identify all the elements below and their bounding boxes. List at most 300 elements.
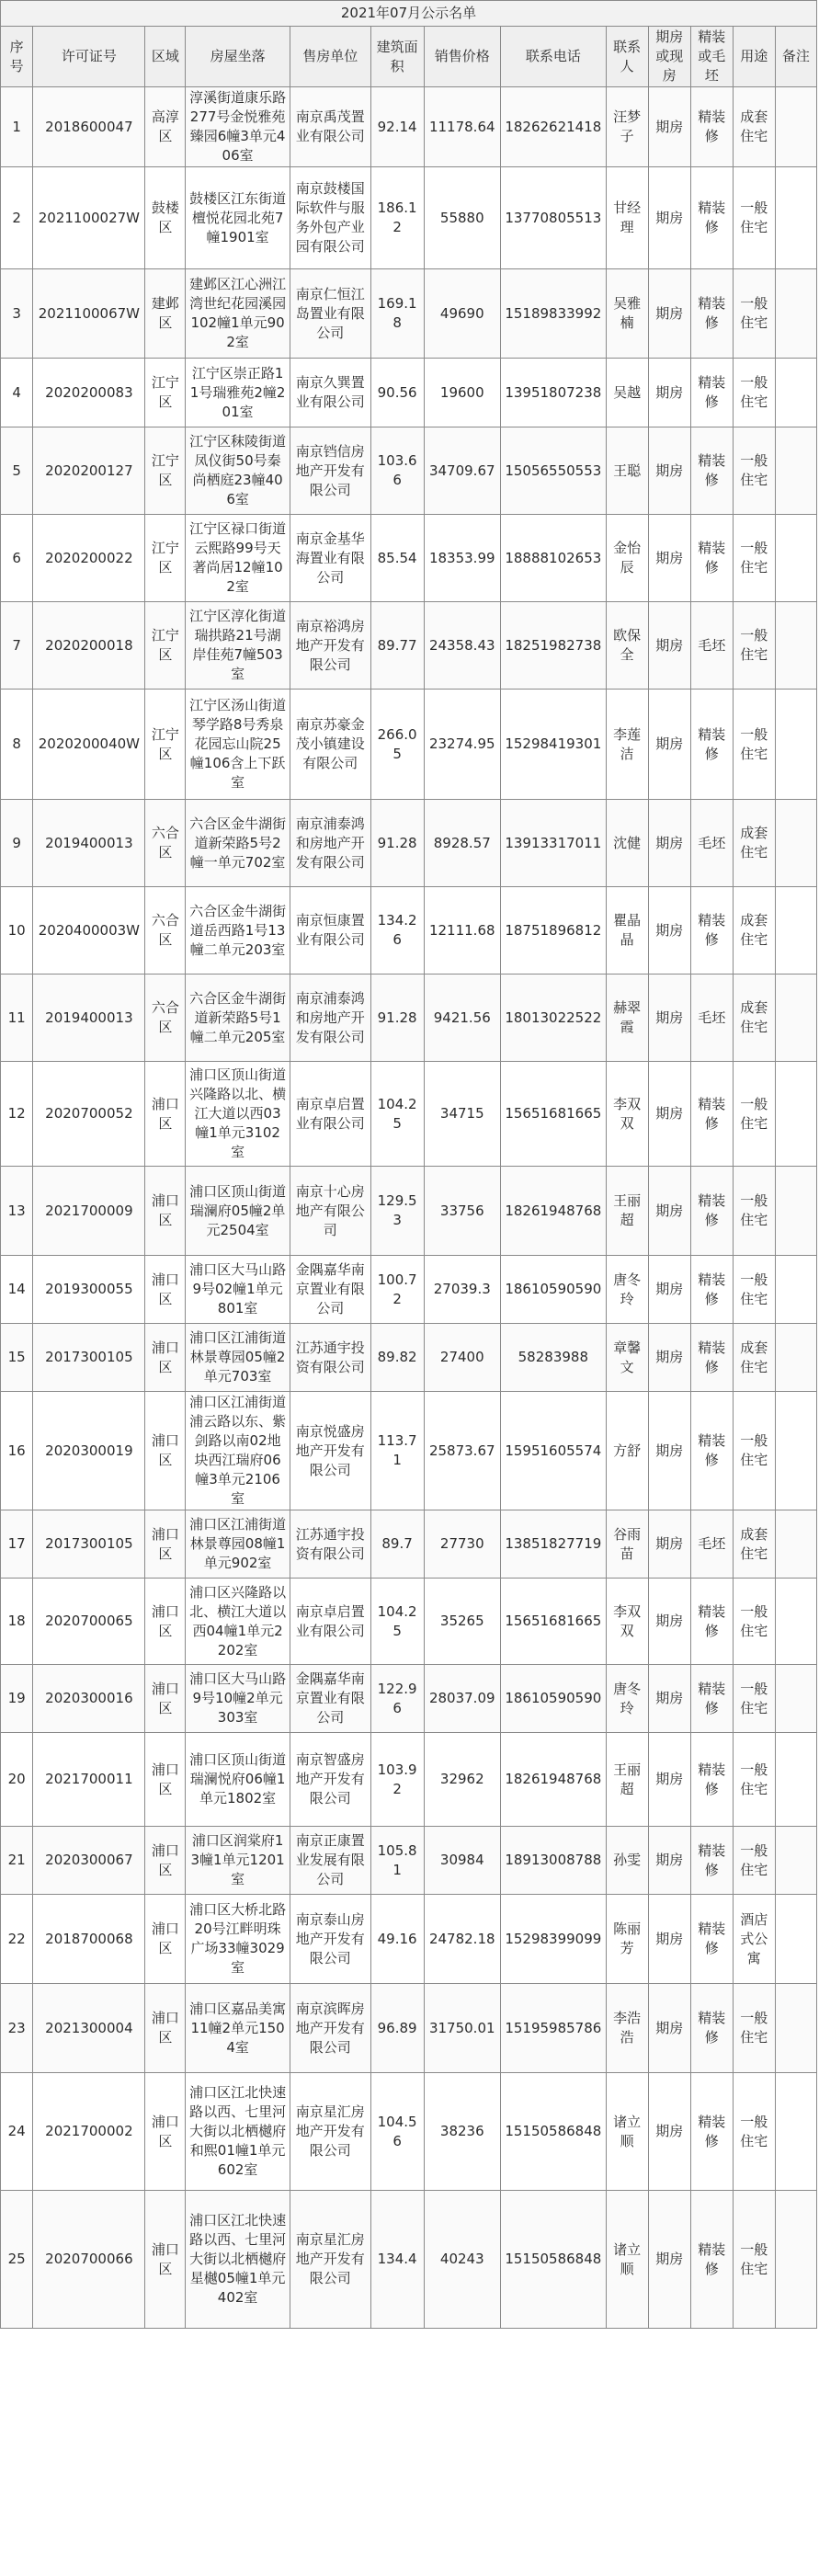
cell-price: 31750.01 [424,1984,501,2073]
column-header: 期房或现房 [648,27,690,87]
cell-permit: 2018700068 [33,1895,145,1984]
cell-finish: 精装修 [690,887,733,975]
cell-price: 25873.67 [424,1392,501,1510]
cell-price: 55880 [424,167,501,269]
cell-stage: 期房 [648,1579,690,1665]
cell-finish: 精装修 [690,1895,733,1984]
cell-seller: 南京智盛房地产开发有限公司 [290,1733,370,1827]
cell-stage: 期房 [648,975,690,1062]
cell-finish: 精装修 [690,690,733,800]
cell-area: 105.81 [370,1827,424,1895]
cell-note [775,690,816,800]
cell-seller: 南京浦泰鸿和房地产开发有限公司 [290,800,370,887]
cell-phone: 58283988 [501,1324,607,1392]
cell-area: 103.92 [370,1733,424,1827]
cell-seller: 南京浦泰鸿和房地产开发有限公司 [290,975,370,1062]
cell-contact: 沈健 [606,800,648,887]
cell-address: 浦口区江北快速路以西、七里河大街以北栖樾府和熙01幢1单元602室 [186,2073,290,2191]
cell-area: 90.56 [370,359,424,427]
table-row [1,1827,817,1895]
cell-use: 一般住宅 [733,602,775,690]
cell-address: 六合区金牛湖街道新荣路5号2幢一单元702室 [186,800,290,887]
cell-stage: 期房 [648,1324,690,1392]
cell-district: 六合区 [145,800,186,887]
cell-finish: 毛坯 [690,602,733,690]
cell-price: 9421.56 [424,975,501,1062]
cell-seller: 金隅嘉华南京置业有限公司 [290,1256,370,1324]
cell-finish: 精装修 [690,1256,733,1324]
cell-use: 成套住宅 [733,800,775,887]
cell-contact: 诸立顺 [606,2191,648,2329]
cell-use: 一般住宅 [733,1062,775,1167]
cell-no: 25 [1,2191,33,2329]
cell-note [775,602,816,690]
cell-contact: 唐冬玲 [606,1665,648,1733]
cell-finish: 精装修 [690,1062,733,1167]
cell-no: 14 [1,1256,33,1324]
cell-no: 19 [1,1665,33,1733]
cell-district: 浦口区 [145,1665,186,1733]
cell-address: 浦口区大马山路9号02幢1单元801室 [186,1256,290,1324]
cell-price: 35265 [424,1579,501,1665]
cell-district: 浦口区 [145,1062,186,1167]
cell-permit: 2019400013 [33,975,145,1062]
cell-finish: 精装修 [690,2073,733,2191]
cell-phone: 18261948768 [501,1167,607,1256]
cell-finish: 精装修 [690,427,733,515]
cell-district: 浦口区 [145,1392,186,1510]
column-header: 序号 [1,27,33,87]
cell-district: 六合区 [145,887,186,975]
cell-note [775,1324,816,1392]
cell-phone: 18610590590 [501,1256,607,1324]
cell-seller: 南京铛信房地产开发有限公司 [290,427,370,515]
cell-phone: 15189833992 [501,269,607,359]
column-header: 许可证号 [33,27,145,87]
cell-permit: 2017300105 [33,1324,145,1392]
table-row [1,1895,817,1984]
cell-finish: 精装修 [690,1984,733,2073]
table-row [1,887,817,975]
cell-district: 江宁区 [145,359,186,427]
cell-contact: 谷雨苗 [606,1510,648,1579]
cell-seller: 金隅嘉华南京置业有限公司 [290,1665,370,1733]
cell-address: 浦口区大桥北路20号江畔明珠广场33幢3029室 [186,1895,290,1984]
cell-use: 成套住宅 [733,87,775,167]
cell-address: 江宁区秣陵街道凤仪街50号秦尚栖庭23幢406室 [186,427,290,515]
cell-use: 一般住宅 [733,1827,775,1895]
cell-no: 2 [1,167,33,269]
cell-note [775,1665,816,1733]
cell-finish: 精装修 [690,1733,733,1827]
column-header: 精装或毛坯 [690,27,733,87]
cell-price: 23274.95 [424,690,501,800]
table-row [1,359,817,427]
cell-finish: 精装修 [690,359,733,427]
cell-area: 104.25 [370,1062,424,1167]
cell-district: 江宁区 [145,427,186,515]
cell-area: 49.16 [370,1895,424,1984]
cell-seller: 南京星汇房地产开发有限公司 [290,2191,370,2329]
cell-no: 22 [1,1895,33,1984]
cell-note [775,1733,816,1827]
column-header-row [1,27,817,87]
cell-no: 5 [1,427,33,515]
cell-note [775,427,816,515]
cell-area: 103.66 [370,427,424,515]
cell-use: 一般住宅 [733,167,775,269]
cell-seller: 南京恒康置业有限公司 [290,887,370,975]
cell-district: 浦口区 [145,1895,186,1984]
cell-address: 六合区金牛湖街道新荣路5号1幢二单元205室 [186,975,290,1062]
cell-district: 江宁区 [145,515,186,602]
cell-finish: 精装修 [690,515,733,602]
cell-finish: 毛坯 [690,1510,733,1579]
cell-stage: 期房 [648,887,690,975]
cell-no: 21 [1,1827,33,1895]
cell-permit: 2020300019 [33,1392,145,1510]
cell-permit: 2020700052 [33,1062,145,1167]
cell-phone: 18261948768 [501,1733,607,1827]
cell-area: 134.4 [370,2191,424,2329]
cell-permit: 2020300016 [33,1665,145,1733]
cell-phone: 18251982738 [501,602,607,690]
cell-address: 建邺区江心洲江湾世纪花园溪园102幢1单元902室 [186,269,290,359]
table-row [1,87,817,167]
cell-use: 一般住宅 [733,1256,775,1324]
cell-permit: 2020300067 [33,1827,145,1895]
cell-address: 浦口区润棠府13幢1单元1201室 [186,1827,290,1895]
cell-phone: 15298399099 [501,1895,607,1984]
cell-permit: 2021100067W [33,269,145,359]
column-header: 联系电话 [501,27,607,87]
cell-seller: 南京鼓楼国际软件与服务外包产业园有限公司 [290,167,370,269]
cell-use: 一般住宅 [733,690,775,800]
cell-stage: 期房 [648,2073,690,2191]
cell-seller: 南京悦盛房地产开发有限公司 [290,1392,370,1510]
cell-stage: 期房 [648,1167,690,1256]
cell-address: 浦口区顶山街道瑞澜悦府06幢1单元1802室 [186,1733,290,1827]
cell-district: 浦口区 [145,1984,186,2073]
cell-price: 12111.68 [424,887,501,975]
cell-price: 24782.18 [424,1895,501,1984]
cell-stage: 期房 [648,87,690,167]
cell-no: 23 [1,1984,33,2073]
cell-address: 江宁区禄口街道云熙路99号天著尚居12幢102室 [186,515,290,602]
cell-no: 11 [1,975,33,1062]
cell-finish: 精装修 [690,1827,733,1895]
cell-use: 成套住宅 [733,1510,775,1579]
cell-note [775,515,816,602]
table-row [1,2191,817,2329]
cell-district: 六合区 [145,975,186,1062]
cell-seller: 南京金基华海置业有限公司 [290,515,370,602]
cell-district: 浦口区 [145,1324,186,1392]
cell-permit: 2019400013 [33,800,145,887]
column-header: 房屋坐落 [186,27,290,87]
cell-stage: 期房 [648,2191,690,2329]
cell-no: 12 [1,1062,33,1167]
cell-stage: 期房 [648,515,690,602]
cell-seller: 江苏通宇投资有限公司 [290,1324,370,1392]
cell-permit: 2018600047 [33,87,145,167]
cell-phone: 15651681665 [501,1579,607,1665]
cell-no: 10 [1,887,33,975]
table-row [1,167,817,269]
cell-area: 89.82 [370,1324,424,1392]
cell-seller: 南京滨晖房地产开发有限公司 [290,1984,370,2073]
cell-stage: 期房 [648,1062,690,1167]
table-row [1,690,817,800]
cell-stage: 期房 [648,427,690,515]
table-title: 2021年07月公示名单 [1,1,817,27]
cell-phone: 15195985786 [501,1984,607,2073]
cell-phone: 18610590590 [501,1665,607,1733]
cell-price: 38236 [424,2073,501,2191]
cell-address: 淳溪街道康乐路277号金悦雅苑臻园6幢3单元406室 [186,87,290,167]
cell-note [775,1062,816,1167]
cell-area: 104.25 [370,1579,424,1665]
cell-stage: 期房 [648,1733,690,1827]
cell-address: 六合区金牛湖街道岳西路1号13幢二单元203室 [186,887,290,975]
cell-area: 266.05 [370,690,424,800]
cell-phone: 18751896812 [501,887,607,975]
column-header: 区域 [145,27,186,87]
table-row [1,602,817,690]
cell-permit: 2021700011 [33,1733,145,1827]
cell-no: 7 [1,602,33,690]
cell-finish: 精装修 [690,1665,733,1733]
cell-district: 浦口区 [145,1510,186,1579]
cell-note [775,1167,816,1256]
cell-permit: 2020200022 [33,515,145,602]
cell-permit: 2020700065 [33,1579,145,1665]
cell-seller: 南京裕鸿房地产开发有限公司 [290,602,370,690]
cell-note [775,1392,816,1510]
table-row [1,1392,817,1510]
table-row [1,2073,817,2191]
cell-stage: 期房 [648,1665,690,1733]
cell-contact: 诸立顺 [606,2073,648,2191]
cell-address: 鼓楼区江东街道檀悦花园北苑7幢1901室 [186,167,290,269]
cell-contact: 吴雅楠 [606,269,648,359]
cell-finish: 精装修 [690,1324,733,1392]
cell-seller: 南京泰山房地产开发有限公司 [290,1895,370,1984]
cell-note [775,167,816,269]
cell-finish: 精装修 [690,167,733,269]
table-row [1,975,817,1062]
cell-no: 20 [1,1733,33,1827]
cell-contact: 赫翠霞 [606,975,648,1062]
cell-district: 江宁区 [145,690,186,800]
cell-use: 一般住宅 [733,1392,775,1510]
cell-seller: 南京十心房地产有限公司 [290,1167,370,1256]
cell-note [775,1256,816,1324]
column-header: 销售价格 [424,27,501,87]
cell-note [775,2073,816,2191]
cell-area: 92.14 [370,87,424,167]
cell-price: 32962 [424,1733,501,1827]
column-header: 建筑面积 [370,27,424,87]
cell-address: 浦口区大马山路9号10幢2单元303室 [186,1665,290,1733]
column-header: 备注 [775,27,816,87]
cell-note [775,359,816,427]
cell-contact: 金怡辰 [606,515,648,602]
cell-finish: 精装修 [690,1392,733,1510]
cell-area: 104.56 [370,2073,424,2191]
cell-note [775,269,816,359]
cell-phone: 15298419301 [501,690,607,800]
cell-stage: 期房 [648,359,690,427]
column-header: 联系人 [606,27,648,87]
table-row [1,1984,817,2073]
cell-phone: 13851827719 [501,1510,607,1579]
cell-finish: 精装修 [690,1579,733,1665]
cell-price: 27039.3 [424,1256,501,1324]
cell-stage: 期房 [648,1256,690,1324]
cell-note [775,1510,816,1579]
cell-permit: 2020200018 [33,602,145,690]
cell-use: 一般住宅 [733,1579,775,1665]
cell-seller: 南京苏豪金茂小镇建设有限公司 [290,690,370,800]
cell-use: 成套住宅 [733,975,775,1062]
cell-permit: 2020400003W [33,887,145,975]
cell-address: 江宁区汤山街道琴学路8号秀泉花园忘山院25幢106含上下跃室 [186,690,290,800]
cell-address: 江宁区淳化街道瑞拱路21号湖岸佳苑7幢503室 [186,602,290,690]
cell-address: 浦口区江浦街道林景尊园08幢1单元902室 [186,1510,290,1579]
cell-note [775,800,816,887]
cell-stage: 期房 [648,1392,690,1510]
cell-area: 186.12 [370,167,424,269]
cell-stage: 期房 [648,800,690,887]
cell-area: 113.71 [370,1392,424,1510]
cell-finish: 精装修 [690,1167,733,1256]
cell-area: 85.54 [370,515,424,602]
cell-seller: 南京卓启置业有限公司 [290,1579,370,1665]
cell-stage: 期房 [648,690,690,800]
cell-no: 9 [1,800,33,887]
cell-price: 24358.43 [424,602,501,690]
cell-use: 一般住宅 [733,359,775,427]
cell-price: 28037.09 [424,1665,501,1733]
cell-permit: 2021700002 [33,2073,145,2191]
cell-address: 浦口区江浦街道林景尊园05幢2单元703室 [186,1324,290,1392]
cell-address: 浦口区顶山街道瑞澜府05幢2单元2504室 [186,1167,290,1256]
cell-price: 34709.67 [424,427,501,515]
cell-contact: 唐冬玲 [606,1256,648,1324]
cell-contact: 李双双 [606,1062,648,1167]
cell-use: 酒店式公寓 [733,1895,775,1984]
cell-seller: 江苏通宇投资有限公司 [290,1510,370,1579]
cell-note [775,1895,816,1984]
cell-district: 高淳区 [145,87,186,167]
cell-no: 4 [1,359,33,427]
table-row [1,515,817,602]
cell-note [775,2191,816,2329]
table-row [1,1324,817,1392]
cell-finish: 毛坯 [690,975,733,1062]
cell-no: 18 [1,1579,33,1665]
cell-use: 一般住宅 [733,1733,775,1827]
cell-area: 96.89 [370,1984,424,2073]
cell-seller: 南京卓启置业有限公司 [290,1062,370,1167]
cell-seller: 南京星汇房地产开发有限公司 [290,2073,370,2191]
cell-address: 浦口区江浦街道浦云路以东、紫剑路以南02地块西江瑞府06幢3单元2106室 [186,1392,290,1510]
cell-finish: 精装修 [690,87,733,167]
cell-area: 169.18 [370,269,424,359]
cell-address: 江宁区崇正路11号瑞雅苑2幢201室 [186,359,290,427]
cell-stage: 期房 [648,1895,690,1984]
cell-stage: 期房 [648,1827,690,1895]
cell-use: 一般住宅 [733,1984,775,2073]
cell-use: 一般住宅 [733,2073,775,2191]
cell-stage: 期房 [648,602,690,690]
cell-district: 浦口区 [145,2073,186,2191]
cell-contact: 汪梦子 [606,87,648,167]
cell-seller: 南京正康置业发展有限公司 [290,1827,370,1895]
cell-use: 成套住宅 [733,887,775,975]
cell-address: 浦口区顶山街道兴隆路以北、横江大道以西03幢1单元3102室 [186,1062,290,1167]
cell-phone: 13913317011 [501,800,607,887]
cell-price: 40243 [424,2191,501,2329]
cell-note [775,887,816,975]
cell-contact: 章馨文 [606,1324,648,1392]
cell-price: 49690 [424,269,501,359]
table-row [1,1665,817,1733]
cell-permit: 2020200040W [33,690,145,800]
table-row [1,1062,817,1167]
cell-contact: 瞿晶晶 [606,887,648,975]
cell-price: 11178.64 [424,87,501,167]
cell-contact: 陈丽芳 [606,1895,648,1984]
cell-address: 浦口区江北快速路以西、七里河大街以北栖樾府星樾05幢1单元402室 [186,2191,290,2329]
cell-finish: 毛坯 [690,800,733,887]
cell-area: 89.77 [370,602,424,690]
cell-no: 6 [1,515,33,602]
cell-permit: 2021300004 [33,1984,145,2073]
cell-contact: 李浩浩 [606,1984,648,2073]
cell-district: 浦口区 [145,1256,186,1324]
cell-price: 30984 [424,1827,501,1895]
cell-phone: 18013022522 [501,975,607,1062]
cell-price: 33756 [424,1167,501,1256]
cell-stage: 期房 [648,269,690,359]
cell-use: 一般住宅 [733,427,775,515]
cell-contact: 李双双 [606,1579,648,1665]
cell-district: 浦口区 [145,1579,186,1665]
cell-phone: 15056550553 [501,427,607,515]
cell-phone: 15150586848 [501,2191,607,2329]
cell-note [775,87,816,167]
cell-price: 18353.99 [424,515,501,602]
cell-no: 8 [1,690,33,800]
cell-use: 一般住宅 [733,1167,775,1256]
cell-note [775,1827,816,1895]
cell-permit: 2019300055 [33,1256,145,1324]
cell-note [775,975,816,1062]
cell-permit: 2021700009 [33,1167,145,1256]
cell-price: 8928.57 [424,800,501,887]
cell-seller: 南京仁恒江岛置业有限公司 [290,269,370,359]
cell-price: 19600 [424,359,501,427]
cell-seller: 南京久巽置业有限公司 [290,359,370,427]
cell-finish: 精装修 [690,2191,733,2329]
cell-note [775,1984,816,2073]
cell-district: 建邺区 [145,269,186,359]
cell-contact: 王丽超 [606,1167,648,1256]
cell-stage: 期房 [648,167,690,269]
table-row [1,427,817,515]
